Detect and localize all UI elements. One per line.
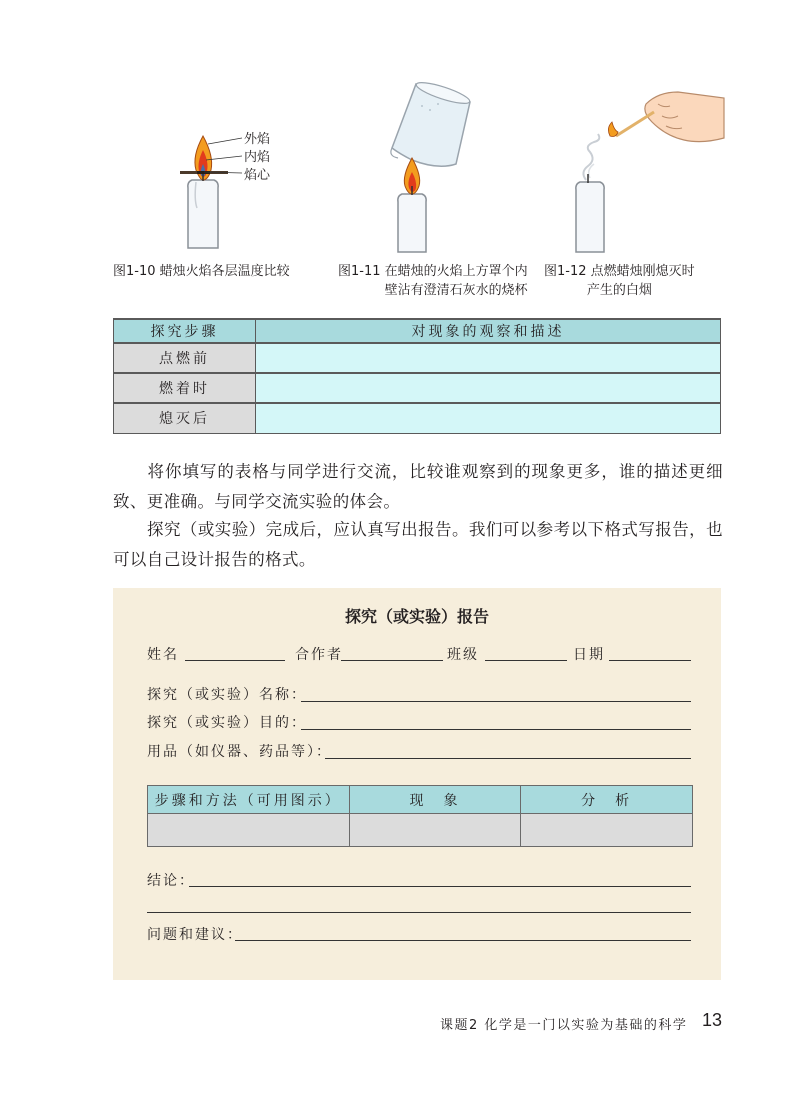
phenomena-cell[interactable]: [349, 814, 521, 847]
report-table: [147, 785, 693, 847]
questions-label: 问题和建议：: [147, 927, 243, 943]
extinguished-candle-smoke-illustration: [566, 82, 726, 257]
figure-1-10-caption: [113, 262, 290, 281]
paragraph-exchange: [113, 457, 723, 517]
header-observation: 对现象的观察和描述: [256, 319, 721, 343]
supplies-line[interactable]: [325, 758, 691, 759]
experiment-name-line[interactable]: [301, 701, 691, 702]
figure-1-12-caption: [544, 262, 695, 300]
field-label-date: 日期: [573, 647, 605, 663]
header-steps-methods: 步骤和方法（可用图示）: [148, 786, 350, 814]
header-step: 探究步骤: [114, 319, 256, 343]
observation-cell-before[interactable]: [256, 343, 721, 373]
beaker-over-candle-illustration: [378, 80, 488, 255]
row-label-burning: 燃着时: [114, 373, 256, 403]
caption-line: 图1-11 在蜡烛的火焰上方罩个内: [338, 264, 528, 279]
table-row: [114, 403, 721, 433]
page-number: 13: [702, 1010, 723, 1030]
candle-flame-layers-illustration: [170, 120, 300, 250]
field-label-class: 班级: [447, 647, 479, 663]
flame-label-core: 焰心: [244, 168, 271, 183]
paragraph-report: [113, 515, 723, 575]
paragraph-text: 将你填写的表格与同学进行交流，比较谁观察到的现象更多，谁的描述更细致、更准确。与同学交流实验的体会。: [113, 462, 723, 511]
running-footer: 课题2 化学是一门以实验为基础的科学: [440, 1018, 688, 1033]
report-template: [113, 588, 721, 980]
supplies-label: 用品（如仪器、药品等）：: [147, 744, 332, 760]
row-label-before: 点燃前: [114, 343, 256, 373]
steps-cell[interactable]: [148, 814, 350, 847]
table-row: [148, 814, 693, 847]
partner-input-line[interactable]: [341, 660, 443, 661]
report-title: 探究（或实验）报告: [344, 607, 489, 626]
caption-line: 产生的白烟: [586, 283, 652, 298]
conclusion-line-1[interactable]: [189, 886, 691, 887]
experiment-purpose-line[interactable]: [301, 729, 691, 730]
caption-line: 图1-10 蜡烛火焰各层温度比较: [113, 264, 290, 279]
figure-area: [0, 0, 800, 300]
questions-line[interactable]: [235, 940, 691, 941]
observation-cell-burning[interactable]: [256, 373, 721, 403]
field-label-name: 姓名: [147, 647, 179, 663]
experiment-purpose-label: 探究（或实验）目的：: [147, 715, 307, 731]
flame-label-outer: 外焰: [244, 132, 271, 147]
caption-line: 图1-12 点燃蜡烛刚熄灭时: [544, 264, 695, 279]
table-row: [114, 343, 721, 373]
experiment-name-label: 探究（或实验）名称：: [147, 687, 307, 703]
field-label-partner: 合作者: [295, 647, 343, 663]
paragraph-text: 探究（或实验）完成后，应认真写出报告。我们可以参考以下格式写报告，也可以自己设计报告的格式。: [113, 520, 723, 569]
observation-table: [113, 318, 721, 434]
table-header-row: [114, 319, 721, 343]
conclusion-label: 结论：: [147, 873, 195, 889]
flame-label-inner: 内焰: [244, 150, 271, 165]
class-input-line[interactable]: [485, 660, 567, 661]
header-analysis: 分 析: [521, 786, 693, 814]
caption-line: 壁沾有澄清石灰水的烧杯: [384, 283, 528, 298]
date-input-line[interactable]: [609, 660, 691, 661]
name-input-line[interactable]: [185, 660, 285, 661]
conclusion-line-2[interactable]: [147, 912, 691, 913]
analysis-cell[interactable]: [521, 814, 693, 847]
observation-cell-after[interactable]: [256, 403, 721, 433]
header-phenomena: 现 象: [349, 786, 521, 814]
table-row: [114, 373, 721, 403]
table-header-row: [148, 786, 693, 814]
figure-1-11-caption: [338, 262, 528, 300]
row-label-after: 熄灭后: [114, 403, 256, 433]
